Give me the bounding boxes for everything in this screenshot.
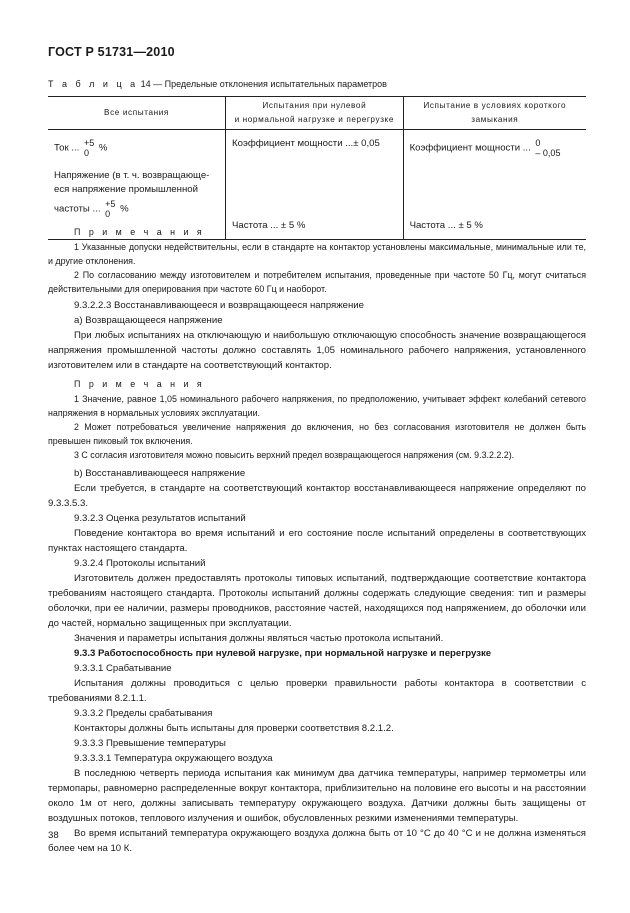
note-item: 1 Указанные допуски недействительны, если в стандарте на контактор установлены максимальные, минимальные или те, и другие отклонения. — [48, 242, 586, 266]
paragraph: Изготовитель должен предоставлять протоколы типовых испытаний, подтверждающие соответствие контактора требованиям настоящего стандарта. Протоколы испытаний должны содержать следующие сведения: тип и размеры оболочки, при ее наличии, размеры проводников, расстояние частей, находящихся под напряжением, до оболочки или до частей, нормально защищенных при эксплуатации. — [48, 573, 586, 629]
cell-power-factor: Коэффициент мощности ...± 0,05 — [226, 130, 404, 168]
section-heading: 9.3.3.2 Пределы срабатывания — [74, 708, 213, 719]
note-item: 2 Может потребоваться увеличение напряжения до включения, но без согласования изготовителя не должен быть превышен пиковый ток включения. — [48, 422, 586, 446]
deviations-table — [48, 96, 586, 240]
note-item: 3 С согласия изготовителя можно повысить верхний предел возвращающегося напряжения (см. 9.3.2.2.2). — [74, 450, 515, 460]
cell-power-factor-sc: Коэффициент мощности ... 0 – 0,05 — [403, 130, 586, 168]
table-header-row — [48, 97, 586, 130]
table-row — [48, 130, 586, 168]
paragraph: В последнюю четверть периода испытания как минимум два датчика температуры, например термометры или термопары, равномерно распределенные вокруг контактора, приблизительно на половине его высоты и на расстоянии около 1м от него, должны записывать температуру окружающего воздуха. Датчики должны быть защищены от воздушных потоков, теплового излучения и ошибок, обусловленных резкими изменениями температуры. — [48, 768, 586, 824]
section-heading: 9.3.2.4 Протоколы испытаний — [74, 558, 206, 569]
section-heading: 9.3.2.3 Оценка результатов испытаний — [74, 513, 246, 524]
subsection-heading: а) Возвращающееся напряжение — [74, 315, 223, 326]
page-number: 38 — [48, 830, 59, 841]
notes-title: П р и м е ч а н и я — [74, 379, 205, 389]
note-item: 1 Значение, равное 1,05 номинального рабочего напряжения, по предположению, учитывает эффект колебаний сетевого напряжения в нормальных условиях эксплуатации. — [48, 394, 586, 418]
cell-voltage: Напряжение (в т. ч. возвращающе-еся напряжение промышленной частоты ... +5 0 % — [48, 167, 226, 240]
paragraph: Во время испытаний температура окружающего воздуха должна быть от 10 °С до 40 °С и не должна изменяться более чем на 10 К. — [48, 828, 586, 854]
section-heading: 9.3.3.3 Превышение температуры — [74, 738, 226, 749]
table-caption-text: 14 — Предельные отклонения испытательных параметров — [140, 79, 387, 89]
subsection-heading: b) Восстанавливающееся напряжение — [74, 468, 246, 479]
table-caption — [48, 79, 387, 89]
col-all-tests: Все испытания — [48, 97, 226, 130]
note-item: 2 По согласованию между изготовителем и потребителем испытания, проведенные при частоте 50 Гц, могут считаться действительными для оперирования при частоте 60 Гц и наоборот. — [48, 270, 586, 294]
cell-frequency-sc: Частота ... ± 5 % — [403, 167, 586, 240]
standard-header: ГОСТ Р 51731—2010 — [48, 45, 175, 59]
paragraph: При любых испытаниях на отключающую и наибольшую отключающую способность значение возвращающегося напряжения промышленной частоты должно составлять 1,05 номинального рабочего напряжения, установленного изготовителем или в стандарте на соответствующий контактор. — [48, 330, 586, 371]
section-heading: 9.3.2.2.3 Восстанавливающееся и возвращающееся напряжение — [74, 300, 364, 311]
paragraph: Поведение контактора во время испытаний и его состояние после испытаний определены в соответствующих пунктах настоящего стандарта. — [48, 528, 586, 554]
section-heading: 9.3.3.1 Срабатывание — [74, 663, 172, 674]
paragraph: Контакторы должны быть испытаны для проверки соответствия 8.2.1.2. — [74, 723, 394, 734]
section-heading: 9.3.3.3.1 Температура окружающего воздуха — [74, 753, 273, 764]
cell-frequency: Частота ... ± 5 % — [226, 167, 404, 240]
body-text — [48, 225, 586, 856]
section-heading: 9.3.3 Работоспособность при нулевой нагрузке, при нормальной нагрузке и перегрузке — [74, 648, 492, 659]
table-caption-prefix: Т а б л и ц а — [48, 79, 139, 89]
paragraph: Значения и параметры испытания должны являться частью протокола испытаний. — [74, 633, 444, 644]
cell-current: Ток ... +5 0 % — [48, 130, 226, 168]
col-load-tests: Испытания при нулевой и нормальной нагрузке и перегрузке — [226, 97, 404, 130]
col-short-circuit: Испытание в условиях короткого замыкания — [403, 97, 586, 130]
notes-title: П р и м е ч а н и я — [74, 227, 205, 237]
paragraph: Испытания должны проводиться с целью проверки правильности работы контактора в соответствии с требованиями 8.2.1.1. — [48, 678, 586, 704]
paragraph: Если требуется, в стандарте на соответствующий контактор восстанавливающееся напряжение определяют по 9.3.3.5.3. — [48, 483, 586, 509]
